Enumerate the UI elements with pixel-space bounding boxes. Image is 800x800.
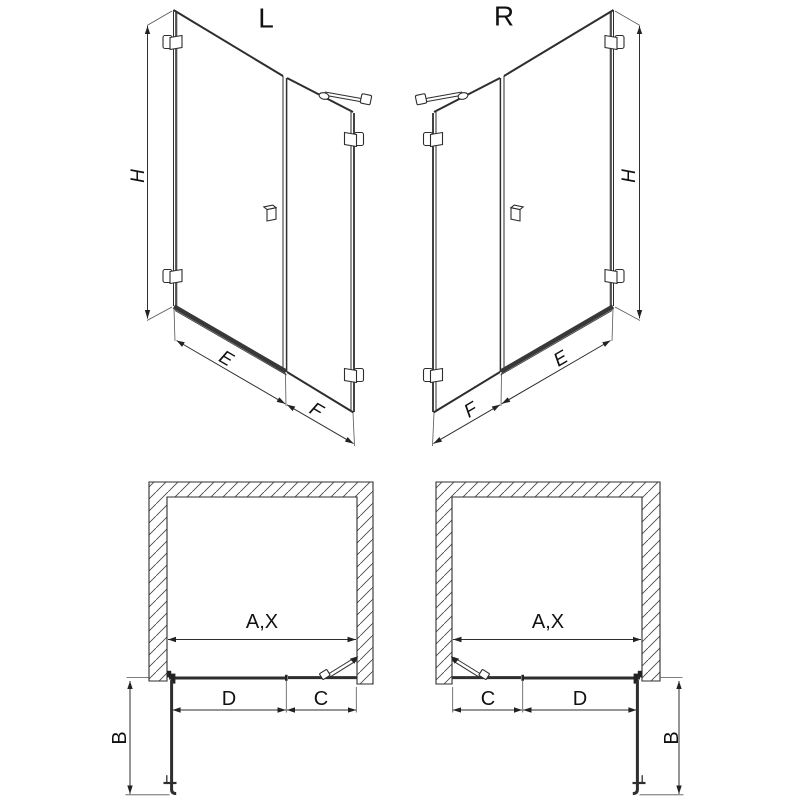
variant-label-left: L bbox=[258, 2, 274, 34]
dim-label-depth-left: B bbox=[109, 731, 131, 745]
wall-right-plan bbox=[436, 482, 660, 684]
dim-label-door-right: D bbox=[572, 688, 588, 710]
iso-view-left bbox=[147, 10, 372, 446]
dim-label-fixed-width-left: F bbox=[305, 398, 327, 423]
dim-label-height-left: H bbox=[128, 169, 149, 183]
dim-label-door-width-left: E bbox=[215, 346, 237, 372]
dim-label-door-left: D bbox=[221, 688, 237, 710]
dim-label-door-width-right: E bbox=[550, 346, 572, 372]
dim-label-fixed-right: C bbox=[480, 688, 496, 710]
wall-left-plan bbox=[149, 482, 373, 684]
dim-label-fixed-width-right: F bbox=[460, 398, 482, 423]
dim-label-fixed-left: C bbox=[313, 688, 329, 710]
iso-view-right bbox=[415, 10, 640, 446]
dim-label-opening-right: A,X bbox=[531, 611, 565, 633]
variant-label-right: R bbox=[493, 0, 515, 32]
dim-label-height-right: H bbox=[619, 169, 640, 183]
dim-label-depth-right: B bbox=[661, 731, 683, 745]
dim-label-opening-left: A,X bbox=[245, 611, 279, 633]
